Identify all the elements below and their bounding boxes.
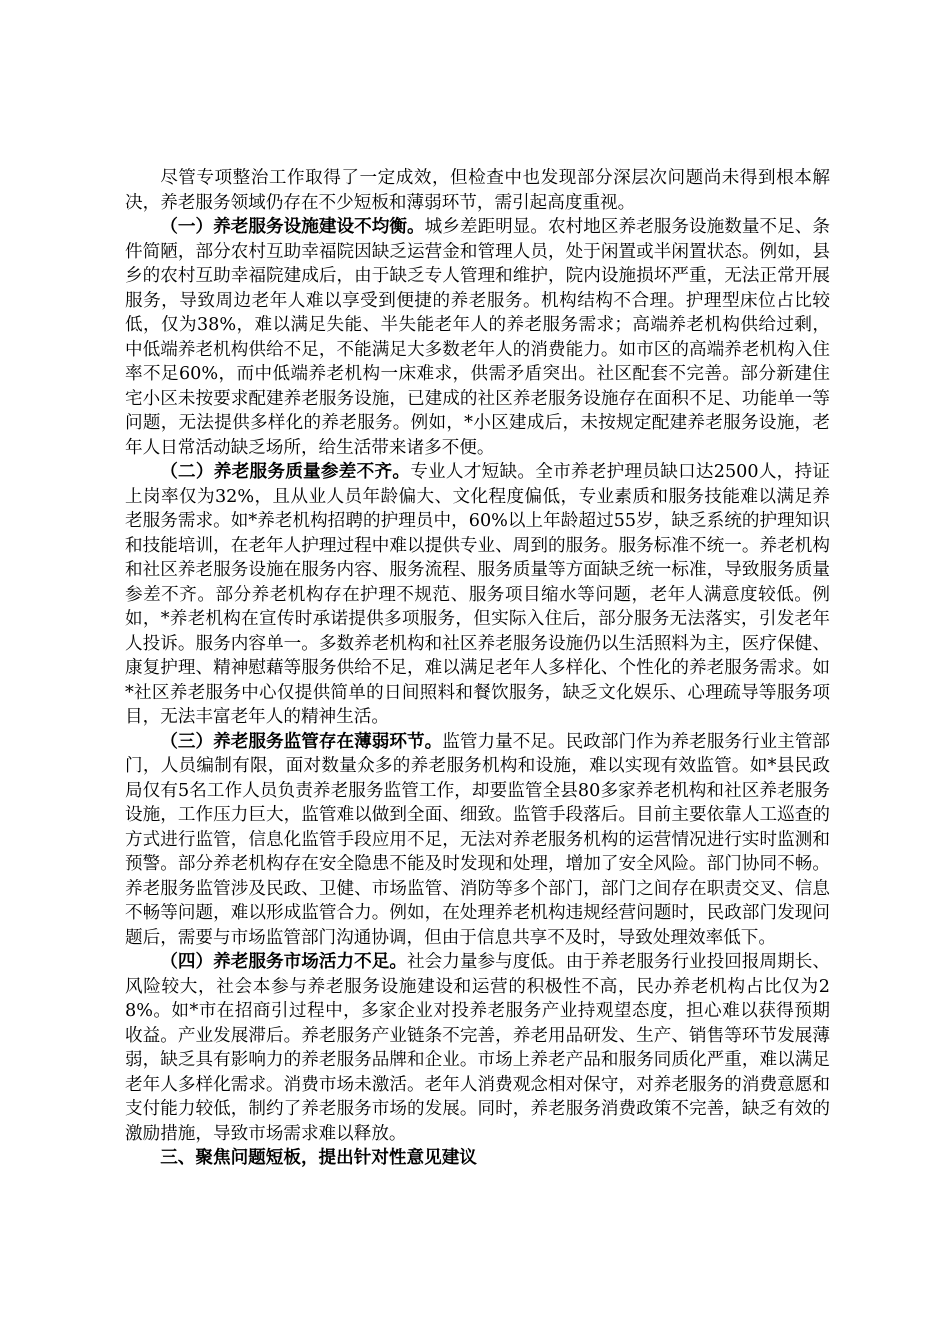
section-1-lead: （一）养老服务设施建设不均衡。 <box>160 216 425 237</box>
section-4-lead: （四）养老服务市场活力不足。 <box>160 951 407 972</box>
section-2-lead: （二）养老服务质量参差不齐。 <box>160 461 411 482</box>
section-4-body: 社会力量参与度低。由于养老服务行业投回报周期长、风险较大，社会本参与养老服务设施建设和运营的积极性不高，民办养老机构占比仅为28%。如*市在招商引过程中，多家企业对投养老服务产业持观望态度，担心难以获得预期收益。产业发展滞后。养老服务产业链条不完善，养老用品研发、生产、销售等环节发展薄弱，缺乏具有影响力的养老服务品牌和企业。市场上养老产品和服务同质化严重，难以满足老年人多样化需求。消费市场未激活。老年人消费观念相对保守，对养老服务的消费意愿和支付能力较低，制约了养老服务市场的发展。同时，养老服务消费政策不完善，缺乏有效的激励措施，导致市场需求难以释放。 <box>125 952 830 1144</box>
part-three-heading: 三、聚焦问题短板，提出针对性意见建议 <box>160 1147 477 1168</box>
section-3-body: 监管力量不足。民政部门作为养老服务行业主管部门，人员编制有限，面对数量众多的养老服务机构和设施，难以实现有效监管。如*县民政局仅有5名工作人员负责养老服务监管工作，却要监管全县80多家养老机构和社区养老服务设施，工作压力巨大，监管难以做到全面、细致。监管手段落后。目前主要依靠人工巡查的方式进行监管，信息化监管手段应用不足，无法对养老服务机构的运营情况进行实时监测和预警。部分养老机构存在安全隐患不能及时发现和处理，增加了安全风险。部门协同不畅。养老服务监管涉及民政、卫健、市场监管、消防等多个部门，部门之间存在职责交叉、信息不畅等问题，难以形成监管合力。例如，在处理养老机构违规经营问题时，民政部门发现问题后，需要与市场监管部门沟通协调，但由于信息共享不及时，导致处理效率低下。 <box>125 731 830 948</box>
section-1-body: 城乡差距明显。农村地区养老服务设施数量不足、条件简陋，部分农村互助幸福院因缺乏运营金和管理人员，处于闲置或半闲置状态。例如，县乡的农村互助幸福院建成后，由于缺乏专人管理和维护，院内设施损坏严重，无法正常开展服务，导致周边老年人难以享受到便捷的养老服务。机构结构不合理。护理型床位占比较低，仅为38%，难以满足失能、半失能老年人的养老服务需求；高端养老机构供给过剩，中低端养老机构供给不足，不能满足大多数老年人的消费能力。如市区的高端养老机构入住率不足60%，而中低端养老机构一床难求，供需矛盾突出。社区配套不完善。部分新建住宅小区未按要求配建养老服务设施，已建成的社区养老服务设施存在面积不足、功能单一等问题，无法提供多样化的养老服务。例如，*小区建成后，未按规定配建养老服务设施，老年人日常活动缺乏场所，给生活带来诸多不便。 <box>125 217 830 458</box>
intro-paragraph: 尽管专项整治工作取得了一定成效，但检查中也发现部分深层次问题尚未得到根本解决，养老服务领域仍存在不少短板和薄弱环节，需引起高度重视。 <box>125 168 830 213</box>
section-1-paragraph <box>125 215 830 460</box>
section-2-paragraph <box>125 460 830 730</box>
section-3-paragraph <box>125 730 830 951</box>
document-body <box>125 166 830 1171</box>
section-2-body: 专业人才短缺。全市养老护理员缺口达2500人，持证上岗率仅为32%，且从业人员年龄偏大、文化程度偏低，专业素质和服务技能难以满足养老服务需求。如*养老机构招聘的护理员中，60%以上年龄超过55岁，缺乏系统的护理知识和技能培训，在老年人护理过程中难以提供专业、周到的服务。服务标准不统一。养老机构和社区养老服务设施在服务内容、服务流程、服务质量等方面缺乏统一标准，导致服务质量参差不齐。部分养老机构存在护理不规范、服务项目缩水等问题，老年人满意度较低。例如，*养老机构在宣传时承诺提供多项服务，但实际入住后，部分服务无法落实，引发老年人投诉。服务内容单一。多数养老机构和社区养老服务设施仍以生活照料为主，医疗保健、康复护理、精神慰藉等服务供给不足，难以满足老年人多样化、个性化的养老服务需求。如*社区养老服务中心仅提供简单的日间照料和餐饮服务，缺乏文化娱乐、心理疏导等服务项目，无法丰富老年人的精神生活。 <box>125 462 830 727</box>
section-4-paragraph <box>125 950 830 1146</box>
section-3-lead: （三）养老服务监管存在薄弱环节。 <box>160 730 443 752</box>
